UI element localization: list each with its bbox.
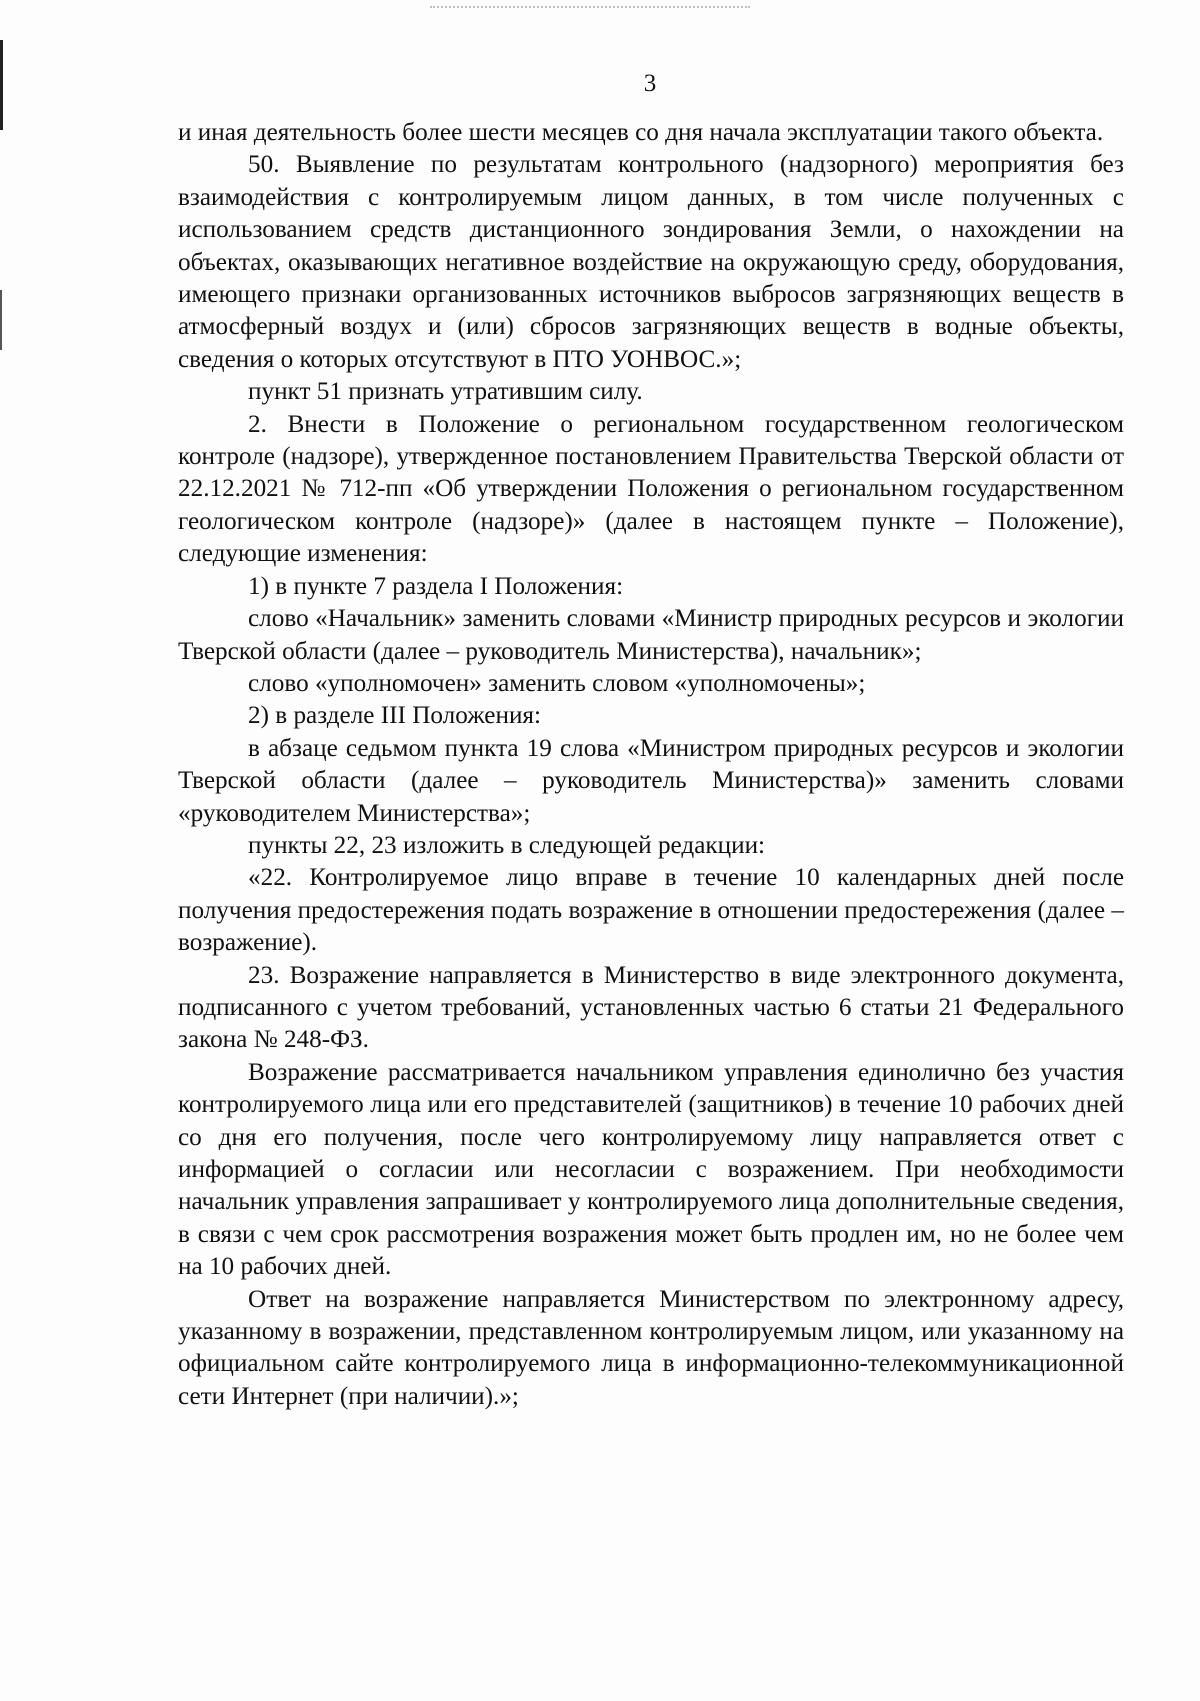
scan-noise [430,6,750,12]
paragraph: «22. Контролируемое лицо вправе в течение 10 календарных дней после получения предостережения подать возражение в отношении предостережения (далее – возражение). [178,864,1124,957]
page-number: 3 [643,70,657,97]
paragraph: 2. Внести в Положение о региональном государственном геологическом контроле (надзоре), утвержденное постановлением Правительства Тверской области от 22.12.2021 № 712-пп «Об утверждении Положения о региональном государственном геологическом контроле (надзоре)» (далее в настоящем пункте – Положение), следующие изменения: [178,410,1124,568]
paragraph: 23. Возражение направляется в Министерство в виде электронного документа, подписанного с учетом требований, установленных частью 6 статьи 21 Федерального закона № 248-ФЗ. [178,961,1124,1054]
paragraph: 1) в пункте 7 раздела I Положения: [248,572,624,600]
paragraph: в абзаце седьмом пункта 19 слова «Министром природных ресурсов и экологии Тверской области (далее – руководитель Министерства)» заменить словами «руководителем Министерства»; [178,734,1124,827]
scan-edge-mark [0,290,2,350]
paragraph: Ответ на возражение направляется Министерством по электронному адресу, указанному в возражении, представленном контролируемым лицом, или указанному на официальном сайте контролируемого лица в информационно-телекоммуникационной сети Интернет (при наличии).»; [178,1285,1124,1410]
paragraph: 2) в разделе III Положения: [248,702,542,730]
paragraph: слово «Начальник» заменить словами «Министр природных ресурсов и экологии Тверской области (далее – руководитель Министерства), начальник»; [178,605,1124,665]
paragraph: слово «уполномочен» заменить словом «уполномочены»; [248,669,866,697]
paragraph: и иная деятельность более шести месяцев со дня начала эксплуатации такого объекта. [178,119,1104,146]
paragraph: пункты 22, 23 изложить в следующей редакции: [248,831,766,859]
paragraph: пункт 51 признать утратившим силу. [248,378,643,406]
paragraph: 50. Выявление по результатам контрольного (надзорного) мероприятия без взаимодействия с контролируемым лицом данных, в том числе полученных с использованием средств дистанционного зондирования Земли, о нахождении на объектах, оказывающих негативное воздействие на окружающую среду, оборудования, имеющего признаки организованных источников выбросов загрязняющих веществ в атмосферный воздух и (или) сбросов загрязняющих веществ в водные объекты, сведения о которых отсутствуют в ПТО УОНВОС.»; [178,151,1124,373]
paragraph: Возражение рассматривается начальником управления единолично без участия контролируемого лица или его представителей (защитников) в течение 10 рабочих дней со дня его получения, после чего контролируемому лицу направляется ответ с информацией о согласии или несогласии с возражением. При необходимости начальник управления запрашивает у контролируемого лица дополнительные сведения, в связи с чем срок рассмотрения возражения может быть продлен им, но не более чем на 10 рабочих дней. [178,1058,1124,1281]
document-body [178,117,1124,1413]
